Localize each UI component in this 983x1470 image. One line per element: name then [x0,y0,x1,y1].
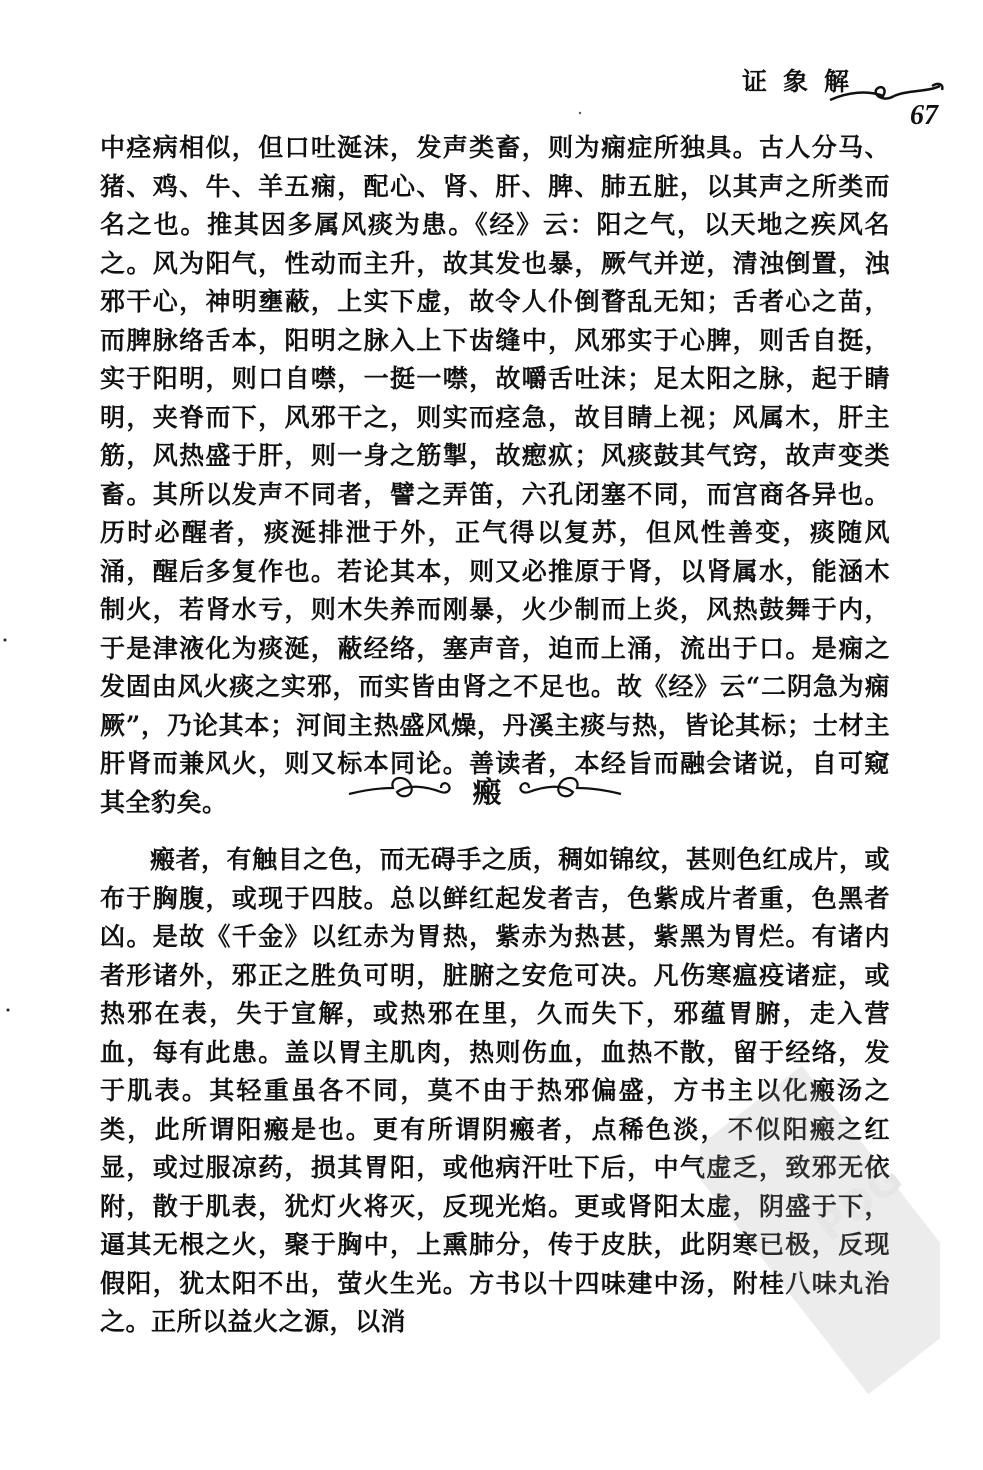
paragraph-text: 瘢者，有触目之色，而无碍手之质，稠如锦纹，甚则色红成片，或布于胸腹，或现于四肢。总以鲜红起发者吉，色紫成片者重，色黑者凶。是故《千金》以红赤为胃热，紫赤为热甚，紫黑为胃烂。有诸内者形诸外，邪正之胜负可明，脏腑之安危可决。凡伤寒瘟疫诸症，或热邪在表，失于宣解，或热邪在里，久而失下，邪蕴胃腑，走入营血，每有此患。盖以胃主肌肉，热则伤血，血热不散，留于经络，发于肌表。其轻重虽各不同，莫不由于热邪偏盛，方书主以化瘢汤之类，此所谓阳瘢是也。更有所谓阴瘢者，点稀色淡，不似阳瘢之红显，或过服凉药，损其胃阳，或他病汗吐下后，中气虚乏，致邪无依附，散于肌表，犹灯火将灭，反现光焰。更或肾阳太虚，阴盛于下，逼其无根之火，聚于胸中，上熏肺分，传于皮肤，此阴寒已极，反现假阳，犹太阳不出，萤火生光。方书以十四味建中汤，附桂八味丸治之。正所以益火之源，以消 [100,845,890,1336]
running-head: 证象解 [742,67,866,96]
paragraph-text: 中痉病相似，但口吐涎沫，发声类畜，则为痫症所独具。古人分马、猪、鸡、牛、羊五痫，配心、肾、肝、脾、肺五脏，以其声之所类而名之也。推其因多属风痰为患。《经》云：阳之气，以天地之疾风名之。风为阳气，性动而主升，故其发也暴，厥气并逆，清浊倒置，浊邪干心，神明壅蔽，上实下虚，故令人仆倒瞀乱无知；舌者心之苗，而脾脉络舌本，阳明之脉入上下齿缝中，风邪实于心脾，则舌自挺，实于阳明，则口自噤，一挺一噤，故嚼舌吐沫；足太阳之脉，起于睛明，夹脊而下，风邪干之，则实而痉急，故目睛上视；风属木，肝主筋，风热盛于肝，则一身之筋掣，故瘛疭；风痰鼓其气窍，故声变类畜。其所以发声不同者，譬之弄笛，六孔闭塞不同，而宫商各异也。历时必醒者，痰涎排泄于外，正气得以复苏，但风性善变，痰随风涌，醒后多复作也。若论其本，则又必推原于肾，以肾属水，能涵木制火，若肾水亏，则木失养而刚暴，火少制而上炎，风热鼓舞于内，于是津液化为痰涎，蔽经络，塞声音，迫而上涌，流出于口。是痫之发固由风火痰之实邪，而实皆由肾之不足也。故《经》云“二阴急为痫厥”，乃论其本；河间主热盛风燥，丹溪主痰与热，皆论其标；士材主肝肾而兼风火，则又标本同论。善读者，本经旨而融会诸说，自可窥其全豹矣。 [100,133,890,817]
section-title: 瘢 [472,775,502,809]
watermark-label: PDG [807,1155,912,1251]
page-number: 67 [910,100,938,131]
